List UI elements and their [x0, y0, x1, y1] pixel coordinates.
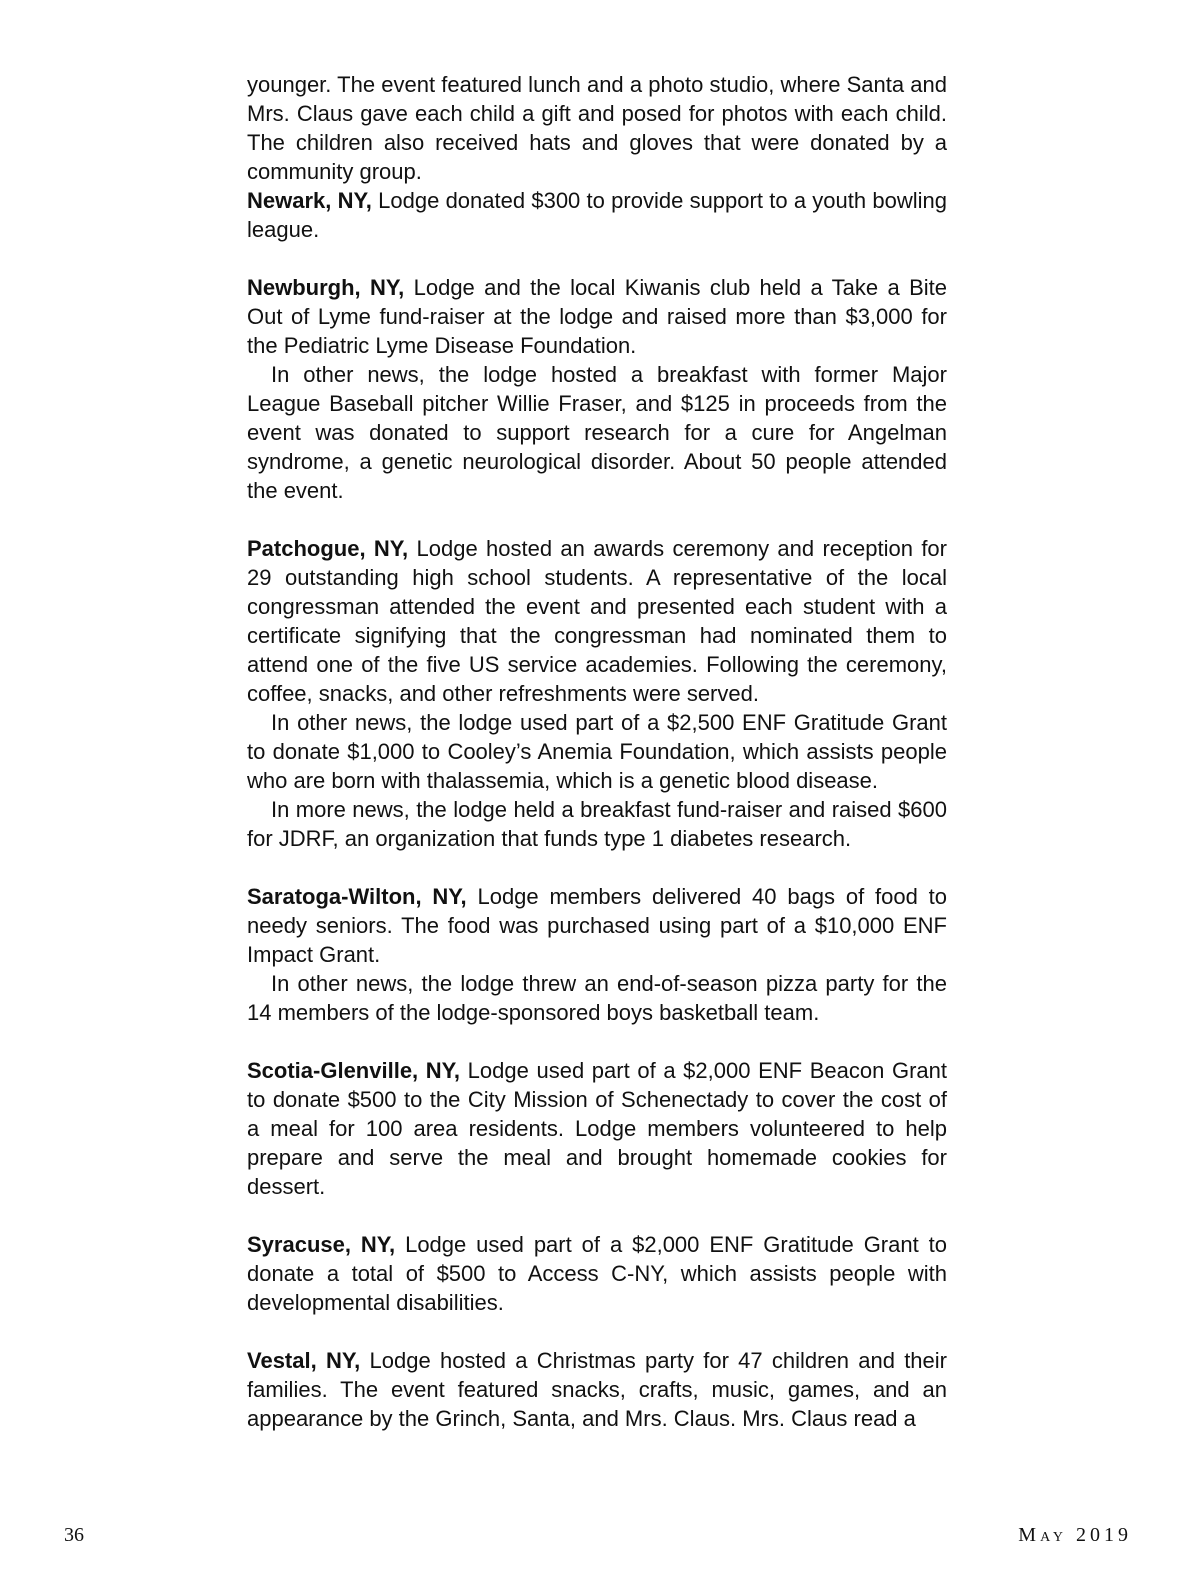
lodge-name: Newburgh, NY, [247, 275, 405, 300]
lodge-name: Vestal, NY, [247, 1348, 361, 1373]
entry-paragraph [247, 882, 947, 969]
lodge-entry [247, 1230, 947, 1317]
entry-paragraph [247, 1056, 947, 1201]
article-column [247, 70, 947, 1462]
lodge-entries [247, 186, 947, 1433]
entry-followup-paragraph: In other news, the lodge used part of a $2,500 ENF Gratitude Grant to donate $1,000 to Cooley’s Anemia Foundation, which assists people who are born with thalassemia, which is a genetic blood disease. [247, 710, 947, 793]
lodge-entry [247, 186, 947, 244]
entry-text: Lodge used part of a $2,000 ENF Gratitude Grant to donate a total of $500 to Access C-NY, which assists people with developmental disabilities. [247, 1232, 947, 1315]
entry-paragraph [247, 186, 947, 244]
lodge-entry [247, 1056, 947, 1201]
lodge-name: Saratoga-Wilton, NY, [247, 884, 467, 909]
lodge-entry [247, 273, 947, 505]
entry-paragraph [247, 1230, 947, 1317]
lodge-name: Scotia-Glenville, NY, [247, 1058, 461, 1083]
entry-text: Lodge used part of a $2,000 ENF Beacon Grant to donate $500 to the City Mission of Schenectady to cover the cost of a meal for 100 area residents. Lodge members volunteered to help prepare and serve the meal and brought homemade cookies for dessert. [247, 1058, 947, 1199]
entry-text: Lodge donated $300 to provide support to a youth bowling league. [247, 188, 947, 242]
entry-text: Lodge hosted an awards ceremony and reception for 29 outstanding high school students. A representative of the local congressman attended the event and presented each student with a certificate signifying that the congressman had nominated them to attend one of the five US service academies. Following the ceremony, coffee, snacks, and other refreshments were served. [247, 536, 947, 706]
issue-date: May 2019 [1018, 1524, 1132, 1546]
lodge-entry [247, 534, 947, 853]
entry-followup-paragraph: In other news, the lodge threw an end-of-season pizza party for the 14 members of the lodge-sponsored boys basketball team. [247, 971, 947, 1025]
lodge-entry [247, 1346, 947, 1433]
entry-paragraph [247, 1346, 947, 1433]
entry-text: Lodge members delivered 40 bags of food to needy seniors. The food was purchased using part of a $10,000 ENF Impact Grant. [247, 884, 947, 967]
lodge-entry [247, 882, 947, 1027]
entry-paragraph [247, 534, 947, 708]
lodge-name: Patchogue, NY, [247, 536, 409, 561]
entry-text: Lodge and the local Kiwanis club held a Take a Bite Out of Lyme fund-raiser at the lodge and raised more than $3,000 for the Pediatric Lyme Disease Foundation. [247, 275, 947, 358]
entry-paragraph [247, 273, 947, 360]
lodge-name: Newark, NY, [247, 188, 372, 213]
intro-paragraph: younger. The event featured lunch and a photo studio, where Santa and Mrs. Claus gave each child a gift and posed for photos with each child. The children also received hats and gloves that were donated by a community group. [247, 72, 947, 184]
entry-followup-paragraph: In more news, the lodge held a breakfast fund-raiser and raised $600 for JDRF, an organization that funds type 1 diabetes research. [247, 797, 947, 851]
lodge-name: Syracuse, NY, [247, 1232, 396, 1257]
page-number: 36 [64, 1524, 84, 1546]
entry-followup-paragraph: In other news, the lodge hosted a breakfast with former Major League Baseball pitcher Willie Fraser, and $125 in proceeds from the event was donated to support research for a cure for Angelman syndrome, a genetic neurological disorder. About 50 people attended the event. [247, 362, 947, 503]
entry-text: Lodge hosted a Christmas party for 47 children and their families. The event featured snacks, crafts, music, games, and an appearance by the Grinch, Santa, and Mrs. Claus. Mrs. Claus read a [247, 1348, 947, 1431]
